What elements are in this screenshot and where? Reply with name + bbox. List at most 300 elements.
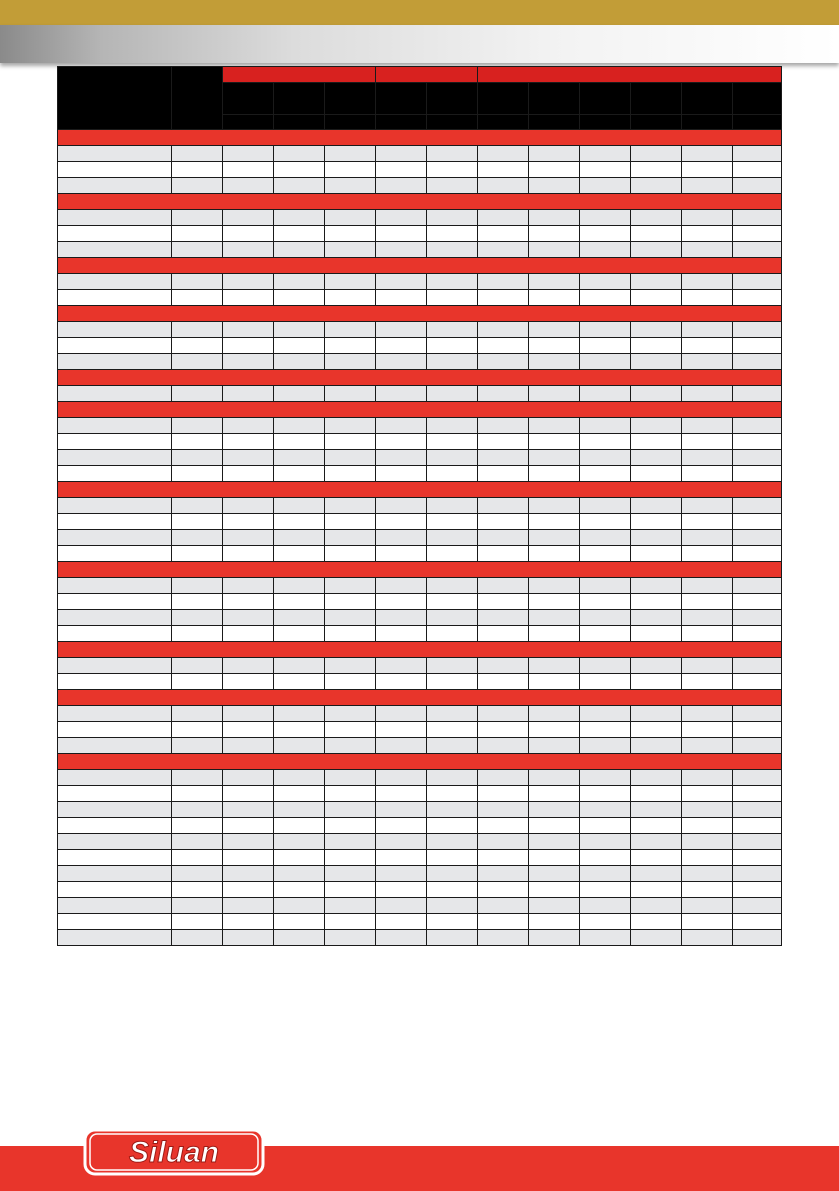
table-cell — [682, 418, 733, 434]
table-row — [58, 242, 782, 258]
table-cell — [580, 706, 631, 722]
header-col — [427, 83, 478, 115]
table-cell — [631, 226, 682, 242]
table-cell — [733, 850, 782, 866]
table-cell — [376, 434, 427, 450]
table-cell — [478, 146, 529, 162]
table-cell — [478, 530, 529, 546]
table-cell — [427, 898, 478, 914]
siluan-logo — [82, 1128, 266, 1176]
header-group-2 — [376, 67, 478, 83]
table-cell — [478, 610, 529, 626]
table-cell — [733, 178, 782, 194]
table-cell — [580, 434, 631, 450]
table-cell — [325, 738, 376, 754]
table-cell — [580, 466, 631, 482]
table-cell — [172, 706, 223, 722]
table-cell — [631, 786, 682, 802]
row-label-cell — [58, 178, 172, 194]
section-title — [58, 690, 782, 706]
table-cell — [427, 706, 478, 722]
table-row — [58, 178, 782, 194]
row-label-cell — [58, 722, 172, 738]
table-cell — [682, 594, 733, 610]
table-cell — [325, 930, 376, 946]
table-cell — [427, 274, 478, 290]
header-col — [529, 83, 580, 115]
table-cell — [682, 738, 733, 754]
table-cell — [427, 450, 478, 466]
table-row — [58, 722, 782, 738]
table-cell — [427, 674, 478, 690]
row-label-cell — [58, 162, 172, 178]
table-cell — [274, 354, 325, 370]
table-row — [58, 578, 782, 594]
table-cell — [529, 322, 580, 338]
table-cell — [376, 146, 427, 162]
table-cell — [682, 498, 733, 514]
table-cell — [580, 770, 631, 786]
table-cell — [478, 882, 529, 898]
table-cell — [631, 434, 682, 450]
table-row — [58, 322, 782, 338]
table-cell — [427, 914, 478, 930]
table-cell — [529, 722, 580, 738]
section-title — [58, 562, 782, 578]
table-cell — [172, 178, 223, 194]
table-cell — [529, 498, 580, 514]
table-cell — [223, 802, 274, 818]
row-label-cell — [58, 290, 172, 306]
header-col — [223, 83, 274, 115]
table-cell — [427, 546, 478, 562]
table-cell — [631, 290, 682, 306]
table-cell — [478, 466, 529, 482]
table-cell — [580, 786, 631, 802]
header-col — [580, 83, 631, 115]
table-cell — [733, 450, 782, 466]
table-cell — [580, 834, 631, 850]
section-title — [58, 194, 782, 210]
table-cell — [223, 914, 274, 930]
table-cell — [529, 418, 580, 434]
table-cell — [631, 386, 682, 402]
table-cell — [478, 418, 529, 434]
header-col — [274, 83, 325, 115]
table-cell — [478, 674, 529, 690]
row-label-cell — [58, 498, 172, 514]
table-cell — [223, 354, 274, 370]
table-cell — [580, 818, 631, 834]
table-cell — [376, 242, 427, 258]
table-cell — [172, 514, 223, 530]
table-cell — [223, 322, 274, 338]
table-cell — [529, 594, 580, 610]
table-cell — [580, 498, 631, 514]
table-cell — [427, 498, 478, 514]
table-cell — [631, 914, 682, 930]
table-row — [58, 226, 782, 242]
table-cell — [733, 626, 782, 642]
table-cell — [172, 210, 223, 226]
table-cell — [223, 466, 274, 482]
row-label-cell — [58, 530, 172, 546]
table-cell — [325, 434, 376, 450]
table-cell — [631, 178, 682, 194]
table-row — [58, 514, 782, 530]
table-cell — [478, 162, 529, 178]
table-cell — [274, 322, 325, 338]
table-row — [58, 162, 782, 178]
table-cell — [478, 770, 529, 786]
row-label-cell — [58, 466, 172, 482]
table-cell — [223, 786, 274, 802]
table-cell — [478, 914, 529, 930]
table-cell — [376, 338, 427, 354]
table-cell — [427, 386, 478, 402]
table-cell — [274, 146, 325, 162]
table-cell — [325, 162, 376, 178]
table-cell — [427, 722, 478, 738]
table-cell — [682, 578, 733, 594]
table-cell — [631, 338, 682, 354]
table-cell — [427, 418, 478, 434]
table-row — [58, 610, 782, 626]
header-unit — [529, 115, 580, 130]
table-cell — [733, 674, 782, 690]
table-cell — [223, 274, 274, 290]
table-cell — [733, 658, 782, 674]
table-cell — [223, 146, 274, 162]
table-cell — [529, 210, 580, 226]
header-group-1 — [223, 67, 376, 83]
table-cell — [172, 882, 223, 898]
table-cell — [427, 834, 478, 850]
table-cell — [478, 626, 529, 642]
section-title — [58, 754, 782, 770]
table-cell — [580, 338, 631, 354]
section-title — [58, 402, 782, 418]
table-cell — [580, 162, 631, 178]
table-cell — [478, 210, 529, 226]
table-cell — [631, 626, 682, 642]
header-col — [631, 83, 682, 115]
table-cell — [733, 514, 782, 530]
header-code-cell — [172, 67, 223, 130]
row-label-cell — [58, 850, 172, 866]
table-cell — [580, 930, 631, 946]
table-cell — [172, 658, 223, 674]
table-cell — [427, 738, 478, 754]
table-cell — [172, 930, 223, 946]
table-cell — [274, 818, 325, 834]
table-row — [58, 530, 782, 546]
table-cell — [631, 722, 682, 738]
table-cell — [478, 834, 529, 850]
table-cell — [376, 226, 427, 242]
table-cell — [580, 386, 631, 402]
table-cell — [325, 418, 376, 434]
table-cell — [529, 354, 580, 370]
table-cell — [733, 738, 782, 754]
section-header-row — [58, 562, 782, 578]
table-cell — [631, 930, 682, 946]
table-cell — [529, 162, 580, 178]
table-row — [58, 866, 782, 882]
table-cell — [733, 882, 782, 898]
table-cell — [325, 210, 376, 226]
table-cell — [172, 898, 223, 914]
table-cell — [325, 578, 376, 594]
table-cell — [478, 738, 529, 754]
table-cell — [529, 226, 580, 242]
table-cell — [274, 546, 325, 562]
table-cell — [478, 338, 529, 354]
table-row — [58, 834, 782, 850]
row-label-cell — [58, 738, 172, 754]
table-cell — [427, 850, 478, 866]
table-cell — [274, 450, 325, 466]
table-cell — [274, 386, 325, 402]
table-cell — [733, 338, 782, 354]
table-cell — [325, 290, 376, 306]
table-cell — [325, 722, 376, 738]
table-cell — [529, 658, 580, 674]
table-cell — [733, 546, 782, 562]
table-cell — [274, 610, 325, 626]
table-cell — [529, 434, 580, 450]
table-cell — [172, 626, 223, 642]
table-cell — [427, 770, 478, 786]
table-cell — [733, 322, 782, 338]
table-cell — [325, 610, 376, 626]
table-cell — [427, 210, 478, 226]
table-cell — [733, 898, 782, 914]
table-cell — [223, 930, 274, 946]
table-cell — [733, 354, 782, 370]
table-cell — [274, 898, 325, 914]
table-cell — [478, 178, 529, 194]
table-row — [58, 354, 782, 370]
table-cell — [631, 530, 682, 546]
table-cell — [682, 338, 733, 354]
table-cell — [223, 818, 274, 834]
row-label-cell — [58, 274, 172, 290]
table-cell — [223, 834, 274, 850]
table-cell — [223, 514, 274, 530]
header-col — [682, 83, 733, 115]
table-cell — [427, 658, 478, 674]
table-cell — [223, 434, 274, 450]
table-cell — [274, 274, 325, 290]
table-cell — [631, 146, 682, 162]
table-cell — [325, 626, 376, 642]
table-cell — [172, 322, 223, 338]
table-cell — [478, 274, 529, 290]
table-cell — [478, 850, 529, 866]
table-cell — [529, 898, 580, 914]
table-cell — [325, 338, 376, 354]
table-cell — [631, 882, 682, 898]
table-cell — [529, 530, 580, 546]
table-cell — [325, 354, 376, 370]
table-cell — [325, 866, 376, 882]
table-cell — [274, 530, 325, 546]
table-cell — [274, 674, 325, 690]
table-cell — [580, 242, 631, 258]
table-cell — [631, 466, 682, 482]
row-label-cell — [58, 226, 172, 242]
table-cell — [733, 834, 782, 850]
table-cell — [529, 578, 580, 594]
table-cell — [376, 466, 427, 482]
header-unit — [325, 115, 376, 130]
table-cell — [580, 850, 631, 866]
section-title — [58, 482, 782, 498]
table-cell — [478, 322, 529, 338]
table-cell — [376, 290, 427, 306]
table-cell — [325, 818, 376, 834]
table-cell — [733, 162, 782, 178]
table-cell — [274, 466, 325, 482]
table-cell — [376, 386, 427, 402]
table-row — [58, 882, 782, 898]
table-cell — [376, 354, 427, 370]
table-cell — [631, 866, 682, 882]
table-cell — [733, 786, 782, 802]
table-cell — [325, 914, 376, 930]
table-cell — [376, 274, 427, 290]
table-cell — [274, 770, 325, 786]
table-cell — [631, 834, 682, 850]
table-cell — [376, 610, 427, 626]
table-cell — [427, 242, 478, 258]
header-model-cell — [58, 67, 172, 130]
row-label-cell — [58, 658, 172, 674]
table-cell — [325, 530, 376, 546]
table-cell — [427, 802, 478, 818]
table-cell — [631, 242, 682, 258]
table-cell — [478, 354, 529, 370]
table-cell — [274, 834, 325, 850]
table-cell — [580, 450, 631, 466]
table-cell — [631, 578, 682, 594]
table-cell — [223, 226, 274, 242]
table-cell — [580, 578, 631, 594]
table-cell — [172, 242, 223, 258]
table-cell — [682, 850, 733, 866]
table-cell — [580, 674, 631, 690]
table-cell — [172, 146, 223, 162]
section-title — [58, 370, 782, 386]
table-cell — [325, 786, 376, 802]
header-unit — [427, 115, 478, 130]
table-cell — [274, 626, 325, 642]
table-cell — [682, 898, 733, 914]
table-cell — [172, 338, 223, 354]
table-cell — [478, 242, 529, 258]
table-cell — [376, 770, 427, 786]
table-row — [58, 466, 782, 482]
row-label-cell — [58, 626, 172, 642]
table-cell — [682, 610, 733, 626]
table-cell — [733, 434, 782, 450]
table-cell — [478, 498, 529, 514]
table-cell — [529, 242, 580, 258]
table-cell — [325, 226, 376, 242]
table-cell — [325, 658, 376, 674]
table-cell — [682, 802, 733, 818]
table-cell — [376, 786, 427, 802]
table-cell — [478, 898, 529, 914]
table-row — [58, 146, 782, 162]
table-cell — [223, 386, 274, 402]
table-cell — [733, 706, 782, 722]
table-row — [58, 546, 782, 562]
table-cell — [529, 450, 580, 466]
table-cell — [223, 242, 274, 258]
row-label-cell — [58, 338, 172, 354]
table-cell — [274, 930, 325, 946]
table-cell — [325, 466, 376, 482]
table-cell — [427, 530, 478, 546]
table-cell — [682, 434, 733, 450]
table-cell — [172, 738, 223, 754]
table-cell — [529, 850, 580, 866]
table-cell — [376, 930, 427, 946]
table-cell — [631, 450, 682, 466]
table-cell — [580, 178, 631, 194]
table-cell — [376, 674, 427, 690]
table-cell — [682, 322, 733, 338]
table-cell — [631, 210, 682, 226]
table-cell — [427, 786, 478, 802]
section-header-row — [58, 258, 782, 274]
table-cell — [478, 866, 529, 882]
table-cell — [427, 866, 478, 882]
table-cell — [274, 866, 325, 882]
row-label-cell — [58, 514, 172, 530]
table-cell — [223, 210, 274, 226]
table-cell — [274, 786, 325, 802]
section-header-row — [58, 194, 782, 210]
row-label-cell — [58, 610, 172, 626]
table-cell — [172, 466, 223, 482]
table-cell — [376, 706, 427, 722]
section-header-row — [58, 754, 782, 770]
table-row — [58, 802, 782, 818]
table-cell — [376, 450, 427, 466]
table-cell — [274, 850, 325, 866]
table-cell — [478, 594, 529, 610]
table-cell — [529, 770, 580, 786]
table-cell — [631, 546, 682, 562]
table-cell — [478, 818, 529, 834]
section-header-row — [58, 130, 782, 146]
row-label-cell — [58, 450, 172, 466]
table-cell — [529, 882, 580, 898]
table-cell — [733, 930, 782, 946]
header-unit — [274, 115, 325, 130]
table-row — [58, 786, 782, 802]
table-cell — [376, 594, 427, 610]
table-cell — [376, 914, 427, 930]
table-row — [58, 434, 782, 450]
row-label-cell — [58, 434, 172, 450]
table-cell — [580, 546, 631, 562]
table-cell — [478, 802, 529, 818]
table-cell — [223, 626, 274, 642]
